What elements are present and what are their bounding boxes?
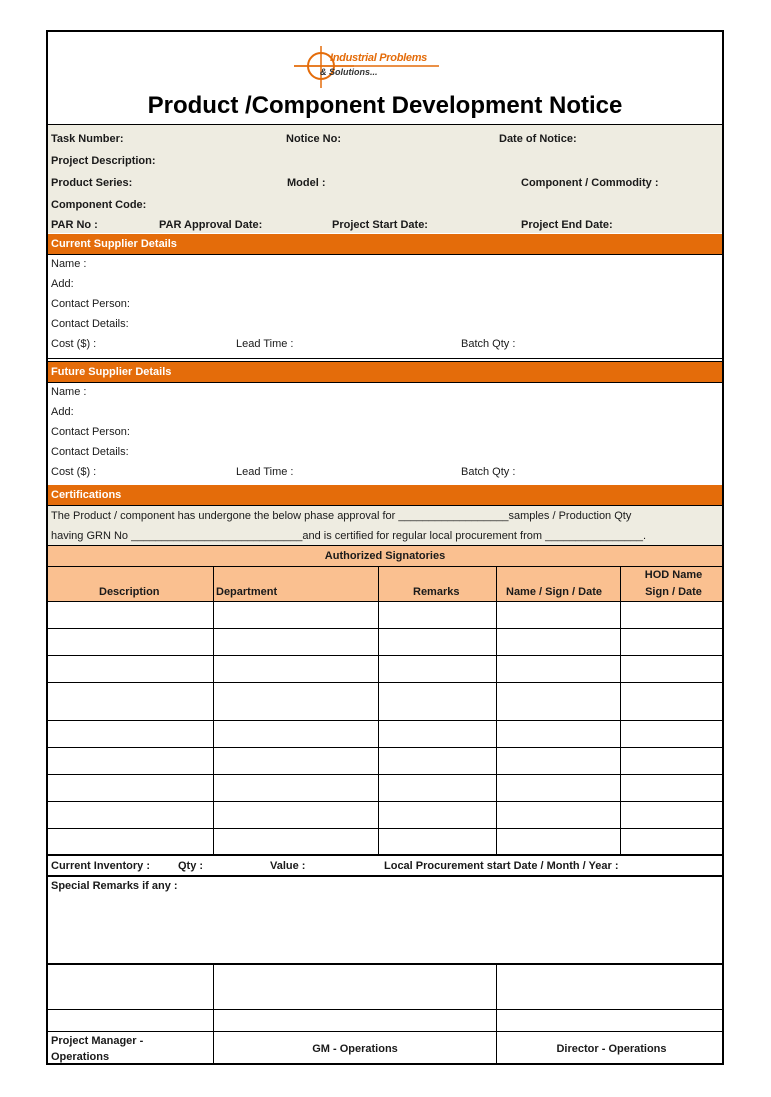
company-logo bbox=[294, 44, 444, 90]
value-label: Value : bbox=[270, 860, 306, 872]
current-supplier-heading bbox=[48, 234, 722, 254]
current-batch-qty-label: Batch Qty : bbox=[461, 338, 516, 350]
future-supplier-block bbox=[48, 383, 722, 485]
current-inventory-label: Current Inventory : bbox=[51, 860, 151, 872]
par-no-label: PAR No : bbox=[51, 219, 98, 231]
form-sheet bbox=[46, 30, 724, 1065]
notice-no-label: Notice No: bbox=[286, 133, 341, 145]
product-series-label: Product Series: bbox=[51, 177, 133, 189]
task-info-block bbox=[48, 125, 722, 233]
inventory-row bbox=[48, 856, 722, 876]
col-hod-line2: Sign / Date bbox=[645, 586, 702, 598]
future-name-label: Name : bbox=[51, 386, 87, 398]
special-remarks-block bbox=[48, 877, 722, 963]
col-name-sign-date: Name / Sign / Date bbox=[506, 586, 602, 598]
col-description: Description bbox=[99, 586, 160, 598]
current-contact-person-label: Contact Person: bbox=[51, 298, 130, 310]
current-name-label: Name : bbox=[51, 258, 87, 270]
project-start-date-label: Project Start Date: bbox=[332, 219, 428, 231]
gm-operations-label: GM - Operations bbox=[312, 1043, 398, 1055]
current-supplier-block bbox=[48, 255, 722, 359]
current-lead-time-label: Lead Time : bbox=[236, 338, 294, 350]
task-number-label: Task Number: bbox=[51, 133, 124, 145]
project-description-label: Project Description: bbox=[51, 155, 156, 167]
current-supplier-heading-label: Current Supplier Details bbox=[51, 238, 177, 250]
model-label: Model : bbox=[287, 177, 326, 189]
project-manager-label-line1: Project Manager - bbox=[51, 1035, 144, 1047]
project-end-date-label: Project End Date: bbox=[521, 219, 613, 231]
future-lead-time-label: Lead Time : bbox=[236, 466, 294, 478]
signatories-heading bbox=[48, 546, 722, 566]
component-code-label: Component Code: bbox=[51, 199, 147, 211]
future-batch-qty-label: Batch Qty : bbox=[461, 466, 516, 478]
future-supplier-heading-label: Future Supplier Details bbox=[51, 366, 172, 378]
col-department: Department bbox=[216, 586, 278, 598]
future-supplier-heading bbox=[48, 362, 722, 382]
qty-label: Qty : bbox=[178, 860, 204, 872]
future-add-label: Add: bbox=[51, 406, 74, 418]
current-add-label: Add: bbox=[51, 278, 74, 290]
certifications-heading bbox=[48, 485, 722, 505]
par-approval-date-label: PAR Approval Date: bbox=[159, 219, 263, 231]
local-procurement-label: Local Procurement start Date / Month / Year : bbox=[384, 860, 619, 872]
col-hod-line1: HOD Name bbox=[644, 569, 703, 581]
certifications-heading-label: Certifications bbox=[51, 489, 122, 501]
current-contact-details-label: Contact Details: bbox=[51, 318, 129, 330]
future-contact-person-label: Contact Person: bbox=[51, 426, 130, 438]
signatories-heading-label: Authorized Signatories bbox=[324, 550, 446, 562]
component-commodity-label: Component / Commodity : bbox=[521, 177, 659, 189]
special-remarks-label: Special Remarks if any : bbox=[51, 880, 178, 892]
logo-text-line1: Industrial Problems bbox=[330, 52, 427, 64]
logo-text-line2: & Solutions... bbox=[320, 67, 378, 77]
project-manager-label-line2: Operations bbox=[51, 1051, 110, 1063]
col-remarks: Remarks bbox=[413, 586, 460, 598]
director-operations-label: Director - Operations bbox=[556, 1043, 667, 1055]
current-cost-label: Cost ($) : bbox=[51, 338, 97, 350]
page-title: Product /Component Development Notice bbox=[147, 92, 623, 119]
future-cost-label: Cost ($) : bbox=[51, 466, 97, 478]
certifications-block bbox=[48, 505, 722, 546]
future-contact-details-label: Contact Details: bbox=[51, 446, 129, 458]
date-of-notice-label: Date of Notice: bbox=[499, 133, 577, 145]
certifications-text-line2: having GRN No ____________________________and is certified for regular local procurement from ________________. bbox=[51, 530, 647, 542]
certifications-text-line1: The Product / component has undergone the below phase approval for __________________samples / Production Qty bbox=[51, 510, 632, 522]
